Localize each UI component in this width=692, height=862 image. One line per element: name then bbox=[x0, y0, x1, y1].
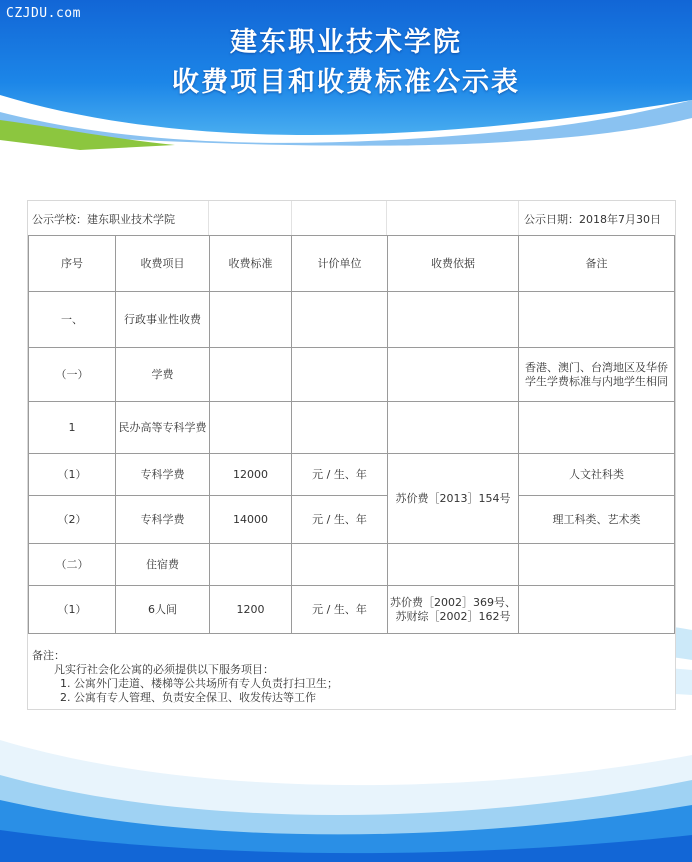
note-cell: 香港、澳门、台湾地区及华侨学生学费标准与内地学生相同 bbox=[519, 348, 675, 402]
basis-line: 苏价费［2002］369号、 bbox=[390, 595, 516, 609]
seq-cell: （1） bbox=[29, 454, 116, 496]
item-cell: 住宿费 bbox=[116, 544, 210, 586]
table-row bbox=[29, 402, 675, 454]
standard-cell bbox=[210, 544, 292, 586]
table-row bbox=[29, 496, 675, 544]
info-row bbox=[28, 201, 675, 236]
header-item: 收费项目 bbox=[116, 236, 210, 292]
page-subtitle: 收费项目和收费标准公示表 bbox=[172, 67, 520, 98]
standard-cell: 1200 bbox=[210, 586, 292, 634]
header-note: 备注 bbox=[519, 236, 675, 292]
seq-cell: （2） bbox=[29, 496, 116, 544]
table-header-row bbox=[29, 236, 675, 292]
unit-cell bbox=[292, 292, 388, 348]
basis-line: 苏财综［2002］162号 bbox=[395, 609, 511, 623]
seq-cell: 1 bbox=[29, 402, 116, 454]
item-cell: 民办高等专科学费 bbox=[116, 402, 210, 454]
header-standard: 收费标准 bbox=[210, 236, 292, 292]
header-unit: 计价单位 bbox=[292, 236, 388, 292]
header-seq: 序号 bbox=[29, 236, 116, 292]
unit-cell: 元 / 生、年 bbox=[292, 454, 388, 496]
item-cell: 行政事业性收费 bbox=[116, 292, 210, 348]
unit-cell bbox=[292, 402, 388, 454]
publish-date: 公示日期：2018年7月30日 bbox=[524, 213, 661, 226]
school-name: 公示学校：建东职业技术学院 bbox=[32, 213, 175, 226]
note-cell: 人文社科类 bbox=[519, 454, 675, 496]
basis-cell bbox=[388, 402, 519, 454]
table-row bbox=[29, 292, 675, 348]
notes-item: 1. 公寓外门走道、楼梯等公共场所有专人负责打扫卫生； bbox=[60, 677, 338, 690]
notes-item: 2. 公寓有专人管理、负责安全保卫、收发传达等工作 bbox=[60, 691, 316, 704]
note-cell bbox=[519, 586, 675, 634]
unit-cell: 元 / 生、年 bbox=[292, 586, 388, 634]
basis-cell-merged: 苏价费［2013］154号 bbox=[388, 454, 519, 544]
note-cell bbox=[519, 292, 675, 348]
notes-intro: 凡实行社会化公寓的必须提供以下服务项目： bbox=[54, 663, 274, 676]
info-row-divider bbox=[291, 201, 292, 235]
info-row-divider bbox=[386, 201, 387, 235]
page-title: 建东职业技术学院 bbox=[230, 27, 462, 58]
basis-cell bbox=[388, 544, 519, 586]
standard-cell: 12000 bbox=[210, 454, 292, 496]
seq-cell: （二） bbox=[29, 544, 116, 586]
item-cell: 专科学费 bbox=[116, 454, 210, 496]
note-cell bbox=[519, 402, 675, 454]
basis-cell bbox=[388, 292, 519, 348]
table-row bbox=[29, 586, 675, 634]
standard-cell bbox=[210, 402, 292, 454]
item-cell: 6人间 bbox=[116, 586, 210, 634]
info-row-divider bbox=[518, 201, 519, 235]
seq-cell: （1） bbox=[29, 586, 116, 634]
item-cell: 专科学费 bbox=[116, 496, 210, 544]
item-cell: 学费 bbox=[116, 348, 210, 402]
watermark: CZJDU.com bbox=[6, 6, 81, 21]
standard-cell: 14000 bbox=[210, 496, 292, 544]
unit-cell bbox=[292, 544, 388, 586]
standard-cell bbox=[210, 348, 292, 402]
notes-label: 备注： bbox=[32, 649, 65, 662]
notes-section bbox=[32, 649, 338, 705]
basis-cell bbox=[388, 586, 519, 634]
standard-cell bbox=[210, 292, 292, 348]
seq-cell: 一、 bbox=[29, 292, 116, 348]
seq-cell: （一） bbox=[29, 348, 116, 402]
fee-notice-document bbox=[27, 200, 676, 710]
table-row bbox=[29, 544, 675, 586]
info-row-divider bbox=[208, 201, 209, 235]
header-banner bbox=[0, 0, 692, 150]
unit-cell bbox=[292, 348, 388, 402]
footer-wave-decoration bbox=[0, 700, 692, 862]
note-cell bbox=[519, 544, 675, 586]
table-row bbox=[29, 348, 675, 402]
fee-table bbox=[28, 235, 675, 634]
table-row bbox=[29, 454, 675, 496]
basis-cell bbox=[388, 348, 519, 402]
header-basis: 收费依据 bbox=[388, 236, 519, 292]
note-cell: 理工科类、艺术类 bbox=[519, 496, 675, 544]
unit-cell: 元 / 生、年 bbox=[292, 496, 388, 544]
